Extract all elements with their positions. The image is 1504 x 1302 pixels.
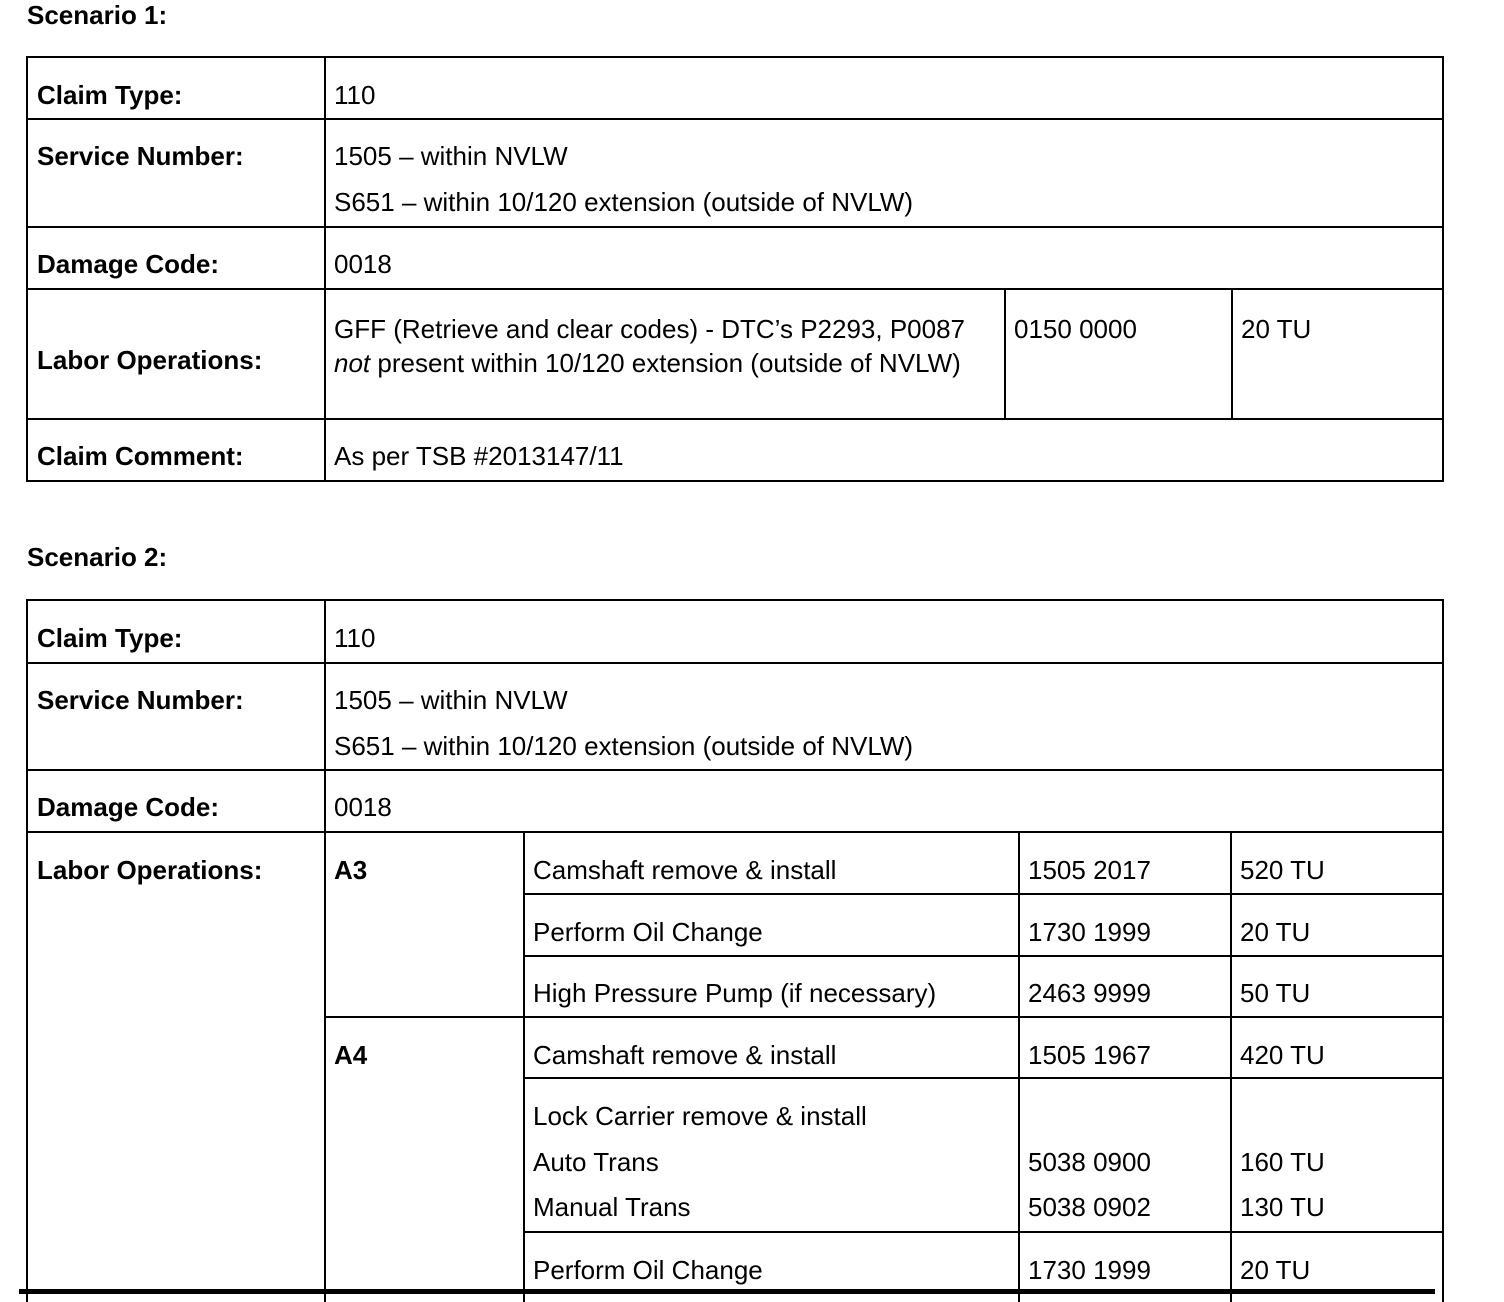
service-number-row bbox=[28, 664, 1442, 771]
scenario-1-table bbox=[26, 56, 1444, 482]
op-tu: 20 TU bbox=[1240, 1255, 1311, 1285]
scenario-2-table bbox=[26, 599, 1444, 1302]
op-code: 1505 1967 bbox=[1028, 1040, 1151, 1070]
claim-comment-row bbox=[28, 420, 1442, 482]
labor-tu: 20 TU bbox=[1241, 314, 1312, 344]
op-code: 5038 0902 bbox=[1028, 1192, 1151, 1222]
row-divider bbox=[525, 893, 1442, 895]
op-tu: 520 TU bbox=[1240, 855, 1325, 885]
row-divider bbox=[525, 955, 1442, 957]
op-tu: 20 TU bbox=[1240, 917, 1311, 947]
op-code: 1730 1999 bbox=[1028, 917, 1151, 947]
op-tu: 420 TU bbox=[1240, 1040, 1325, 1070]
damage-code-value: 0018 bbox=[334, 792, 392, 822]
op-description: Auto Trans bbox=[533, 1147, 659, 1177]
service-line-1: 1505 – within NVLW bbox=[334, 685, 568, 715]
service-number-label: Service Number: bbox=[28, 664, 326, 769]
claim-type-value: 110 bbox=[334, 623, 376, 653]
column-divider bbox=[324, 833, 326, 1302]
claim-type-row bbox=[28, 58, 1442, 120]
service-number-value bbox=[326, 120, 1442, 226]
service-number-label: Service Number: bbox=[28, 120, 326, 226]
labor-desc-italic: not bbox=[334, 348, 371, 378]
model-a3: A3 bbox=[334, 855, 368, 885]
op-description: High Pressure Pump (if necessary) bbox=[533, 978, 937, 1008]
labor-operations-row bbox=[28, 290, 1442, 420]
service-line-2: S651 – within 10/120 extension (outside of NVLW) bbox=[334, 187, 914, 217]
damage-code-label: Damage Code: bbox=[28, 228, 326, 288]
claim-type-value: 110 bbox=[334, 80, 376, 110]
scenario-2-heading: Scenario 2: bbox=[27, 542, 168, 572]
op-code: 1730 1999 bbox=[1028, 1255, 1151, 1285]
claim-comment-value: As per TSB #2013147/11 bbox=[334, 441, 624, 471]
claim-type-row bbox=[28, 601, 1442, 664]
row-divider bbox=[525, 1231, 1442, 1233]
op-code: 5038 0900 bbox=[1028, 1147, 1151, 1177]
group-divider bbox=[326, 1016, 1442, 1018]
labor-code: 0150 0000 bbox=[1006, 290, 1233, 418]
page-bottom-rule bbox=[19, 1289, 1435, 1294]
op-description: Camshaft remove & install bbox=[533, 1040, 837, 1070]
model-a4: A4 bbox=[334, 1040, 368, 1070]
op-tu: 50 TU bbox=[1240, 978, 1311, 1008]
damage-code-value: 0018 bbox=[334, 249, 392, 279]
row-divider bbox=[525, 1077, 1442, 1079]
op-code: 1505 2017 bbox=[1028, 855, 1151, 885]
damage-code-label: Damage Code: bbox=[28, 771, 326, 831]
service-line-2: S651 – within 10/120 extension (outside of NVLW) bbox=[334, 731, 914, 761]
labor-desc-text: GFF (Retrieve and clear codes) - DTC’s P2293, P0087 bbox=[334, 314, 966, 344]
service-number-row bbox=[28, 120, 1442, 228]
op-description: Perform Oil Change bbox=[533, 917, 763, 947]
op-description: Camshaft remove & install bbox=[533, 855, 837, 885]
op-description: Perform Oil Change bbox=[533, 1255, 763, 1285]
damage-code-row bbox=[28, 771, 1442, 833]
op-tu: 160 TU bbox=[1240, 1147, 1325, 1177]
claim-comment-label: Claim Comment: bbox=[28, 420, 326, 480]
labor-desc-text-2: present within 10/120 extension (outside of NVLW) bbox=[370, 348, 961, 378]
labor-operations-block bbox=[28, 833, 1442, 1302]
labor-operations-label: Labor Operations: bbox=[28, 290, 326, 418]
service-number-value bbox=[326, 664, 1442, 769]
op-description: Manual Trans bbox=[533, 1192, 691, 1222]
op-tu: 130 TU bbox=[1240, 1192, 1325, 1222]
labor-description bbox=[326, 290, 1006, 418]
labor-operations-label: Labor Operations: bbox=[37, 855, 263, 885]
service-line-1: 1505 – within NVLW bbox=[334, 141, 568, 171]
scenario-1-heading: Scenario 1: bbox=[27, 0, 168, 30]
op-description: Lock Carrier remove & install bbox=[533, 1101, 867, 1131]
op-code: 2463 9999 bbox=[1028, 978, 1151, 1008]
claim-type-label: Claim Type: bbox=[28, 58, 326, 118]
claim-type-label: Claim Type: bbox=[28, 601, 326, 662]
damage-code-row bbox=[28, 228, 1442, 290]
